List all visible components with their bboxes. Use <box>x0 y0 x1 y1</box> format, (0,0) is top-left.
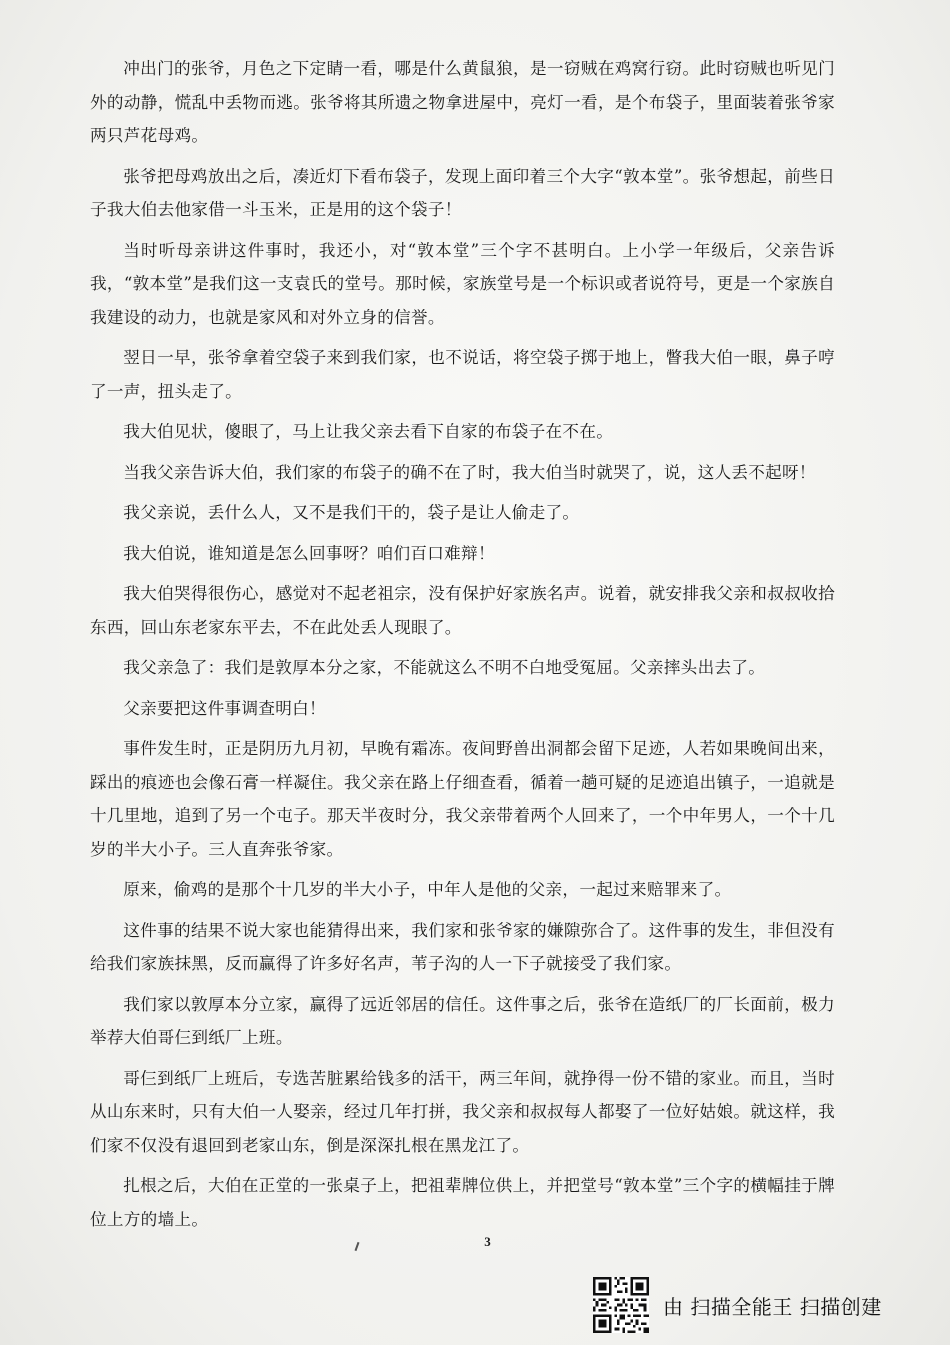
paragraph: 原来，偷鸡的是那个十几岁的半大小子，中年人是他的父亲，一起过来赔罪来了。 <box>123 880 732 899</box>
paragraph: 父亲要把这件事调查明白！ <box>123 698 326 718</box>
paragraph: 我大伯见状，傻眼了，马上让我父亲去看下自家的布袋子在不在。 <box>123 422 614 441</box>
paragraph: 这件事的结果不说大家也能猜得出来，我们家和张爷家的嫌隙弥合了。这件事的发生，非但没有给我们家族抹黑，反而赢得了许多好名声，苇子沟的人一下子就接受了我们家。 <box>90 920 835 973</box>
paragraph: 当时听母亲讲这件事时，我还小，对“敦本堂”三个字不甚明白。上小学一年级后，父亲告诉我，“敦本堂”是我们这一支袁氏的堂号。那时候，家族堂号是一个标识或者说符号，更是一个家族自我建设的动力，也就是家风和对外立身的信誉。 <box>90 240 835 327</box>
watermark-text: 由 扫描全能王 扫描创建 <box>663 1294 882 1319</box>
paragraph: 我父亲说，丢什么人，又不是我们干的，袋子是让人偷走了。 <box>123 503 580 522</box>
paragraph: 冲出门的张爷，月色之下定睛一看，哪是什么黄鼠狼，是一窃贼在鸡窝行窃。此时窃贼也听见门外的动静，慌乱中丢物而逃。张爷将其所遗之物拿进屋中，亮灯一看，是个布袋子，里面装着张爷家两只芦花母鸡。 <box>90 59 835 145</box>
paragraph: 当我父亲告诉大伯，我们家的布袋子的确不在了时，我大伯当时就哭了，说，这人丢不起呀！ <box>123 462 816 482</box>
paragraph: 翌日一早，张爷拿着空袋子来到我们家，也不说话，将空袋子掷于地上，瞥我大伯一眼，鼻子哼了一声，扭头走了。 <box>90 348 835 401</box>
body-text <box>90 52 835 1243</box>
paragraph: 扎根之后，大伯在正堂的一张桌子上，把祖辈牌位供上，并把堂号“敦本堂”三个字的横幅挂于牌位上方的墙上。 <box>90 1176 835 1229</box>
paragraph: 张爷把母鸡放出之后，凑近灯下看布袋子，发现上面印着三个大字“敦本堂”。张爷想起，前些日子我大伯去他家借一斗玉米，正是用的这个袋子！ <box>90 166 835 219</box>
paragraph: 我们家以敦厚本分立家，赢得了远近邻居的信任。这件事之后，张爷在造纸厂的厂长面前，极力举荐大伯哥仨到纸厂上班。 <box>90 994 835 1047</box>
paragraph: 我大伯说，谁知道是怎么回事呀？咱们百口难辩！ <box>123 543 495 563</box>
paragraph: 我父亲急了：我们是敦厚本分之家，不能就这么不明不白地受冤屈。父亲摔头出去了。 <box>123 658 766 677</box>
qr-code-icon <box>593 1277 649 1333</box>
paragraph: 我大伯哭得很伤心，感觉对不起老祖宗，没有保护好家族名声。说着，就安排我父亲和叔叔收拾东西，回山东老家东平去，不在此处丢人现眼了。 <box>90 584 835 637</box>
scanner-watermark <box>593 1277 933 1333</box>
page-number: 3 <box>484 1234 491 1249</box>
paragraph: 事件发生时，正是阴历九月初，早晚有霜冻。夜间野兽出洞都会留下足迹，人若如果晚间出来，踩出的痕迹也会像石膏一样凝住。我父亲在路上仔细查看，循着一趟可疑的足迹追出镇子，一追就是十几里地，追到了另一个屯子。那天半夜时分，我父亲带着两个人回来了，一个中年男人，一个十几岁的半大小子。三人直奔张爷家。 <box>90 739 835 859</box>
paragraph: 哥仨到纸厂上班后，专选苦脏累给钱多的活干，两三年间，就挣得一份不错的家业。而且，当时从山东来时，只有大伯一人娶亲，经过几年打拼，我父亲和叔叔每人都娶了一位好姑娘。就这样，我们家不仅没有退回到老家山东，倒是深深扎根在黑龙江了。 <box>90 1068 835 1155</box>
